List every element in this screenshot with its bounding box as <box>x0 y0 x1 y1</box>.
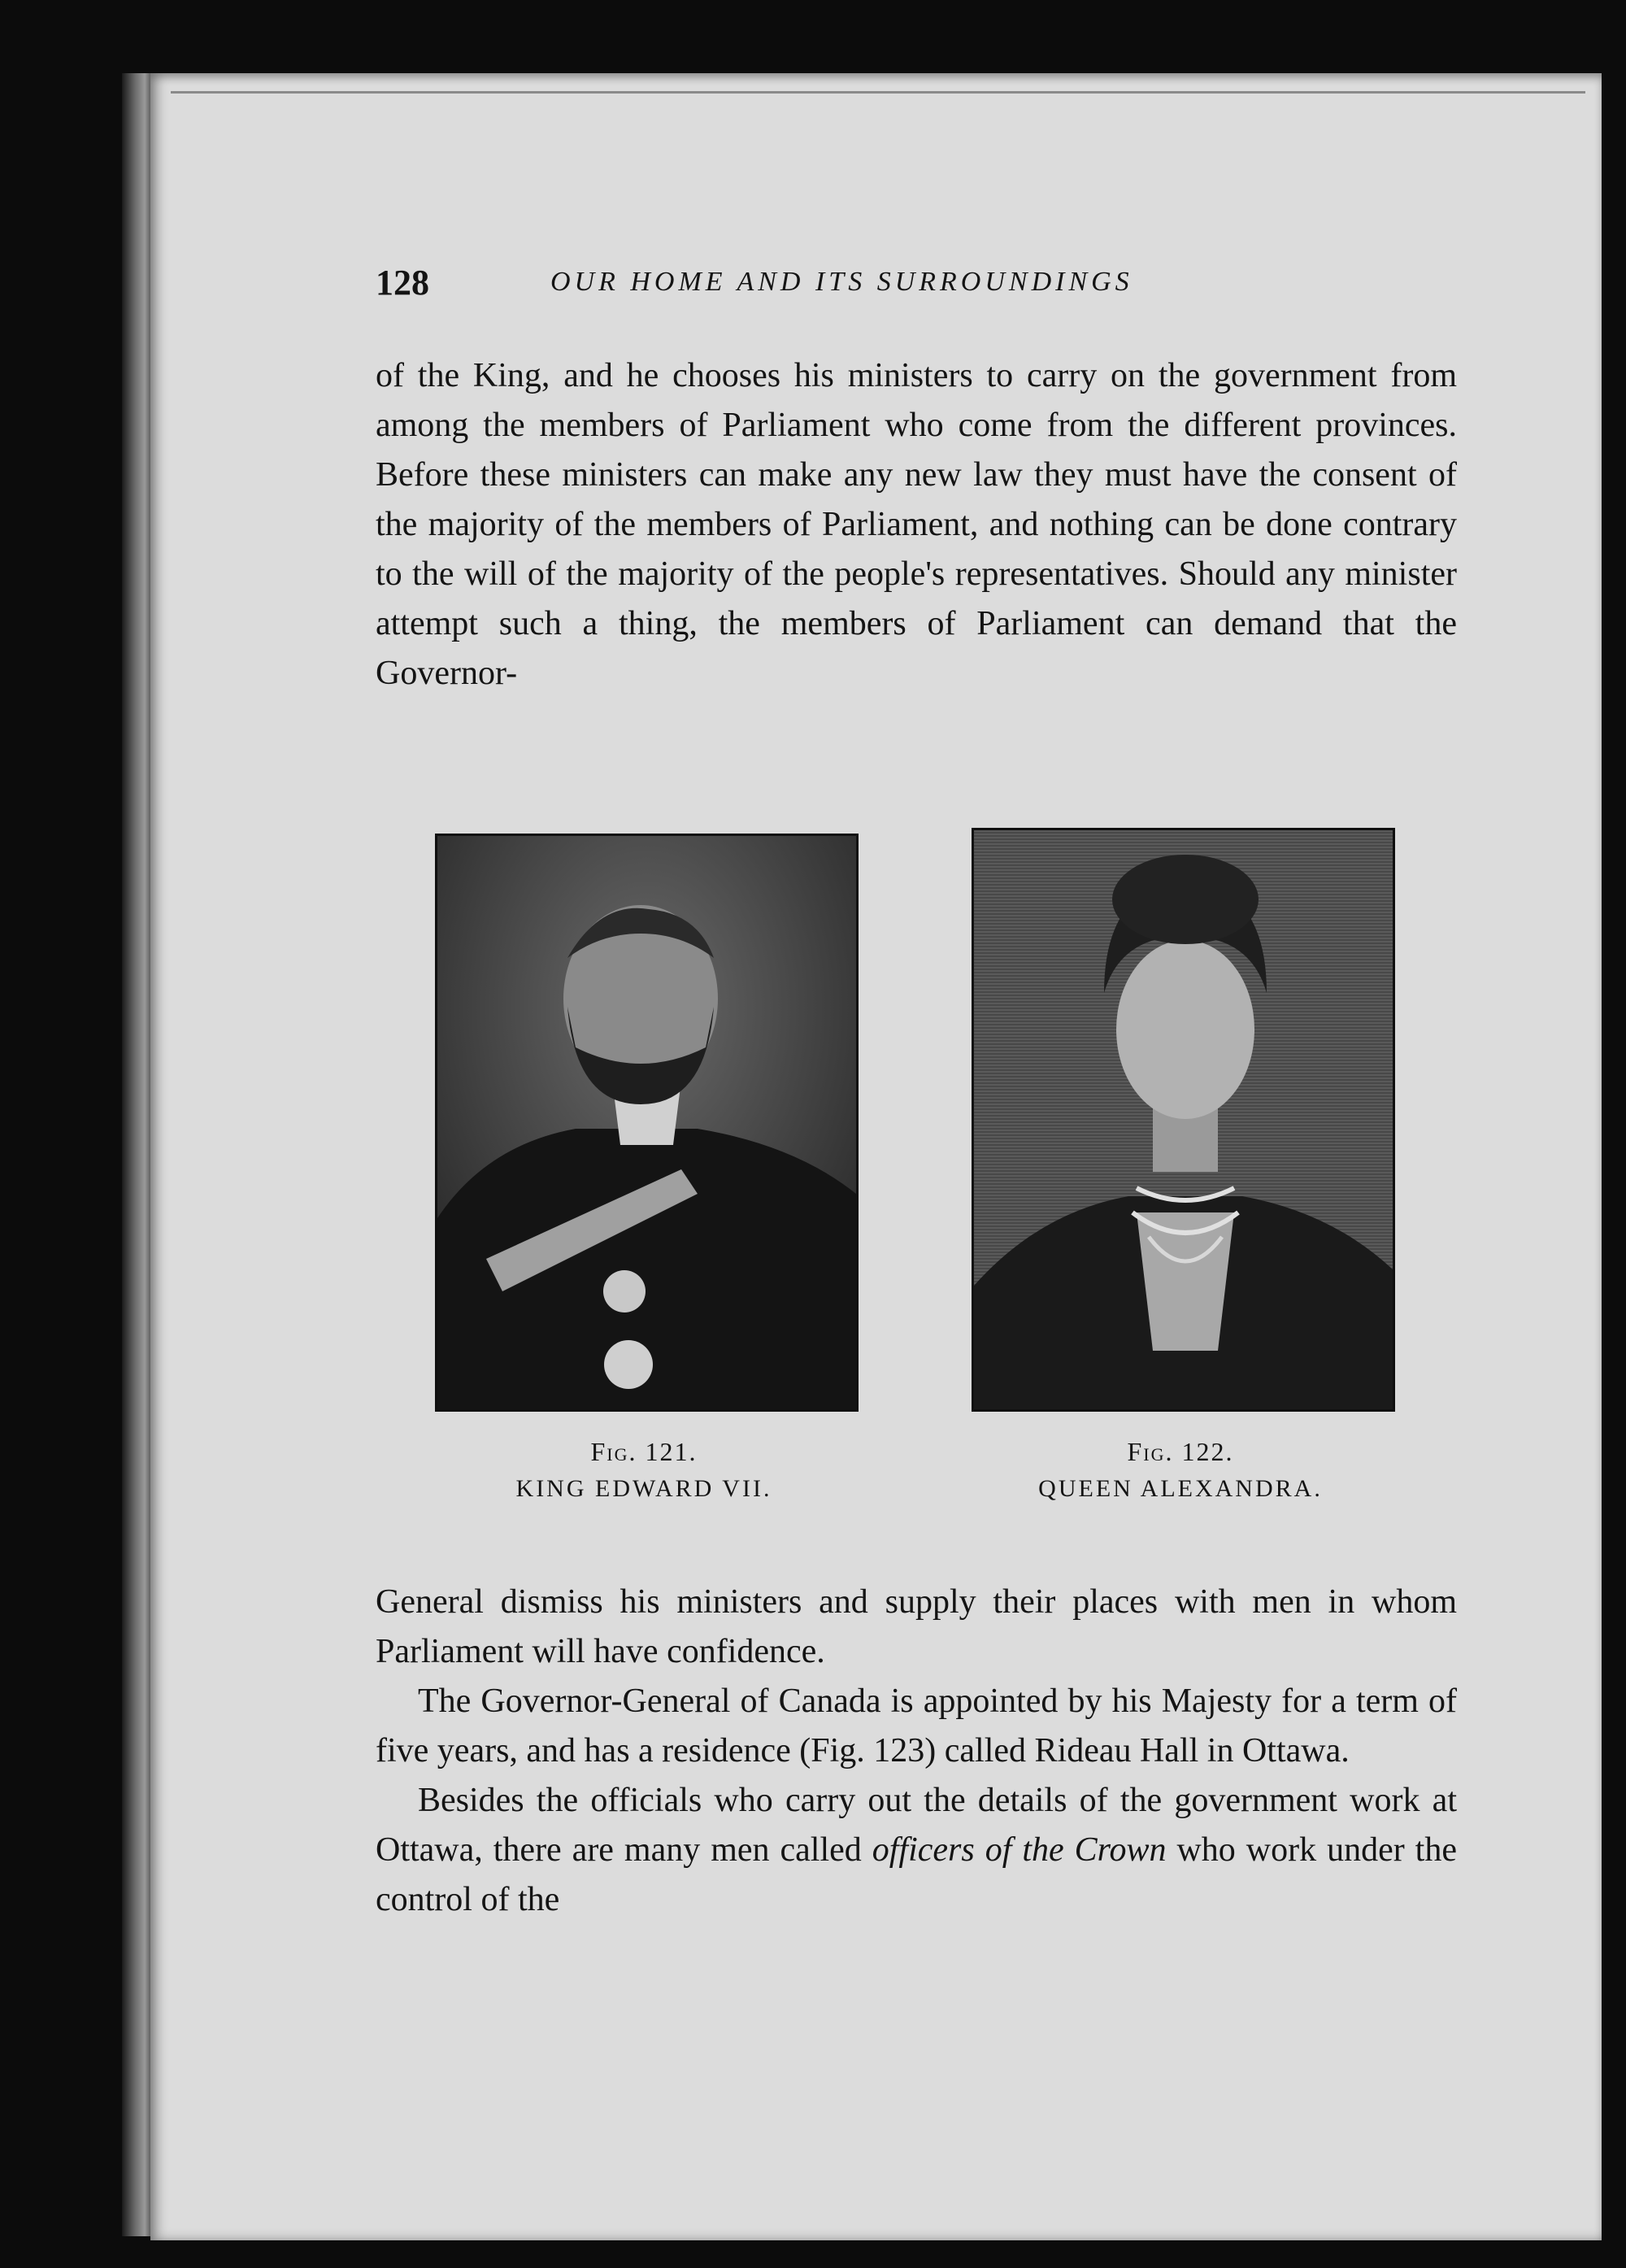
paragraph: of the King, and he chooses his ministers to carry on the government from among the members of Parliament who come from the different provinces. Before these ministers can make any new law they must have the consent of the majority of the members of Parliament, and nothing can be done contrary to the will of the majority of the people's representatives. Should any minister attempt such a thing, the members of Parliament can demand that the Governor- <box>376 357 1457 692</box>
body-text-top <box>376 351 1457 699</box>
italic-term: officers of the Crown <box>872 1831 1167 1869</box>
paragraph <box>376 1776 1457 1925</box>
page-edge-line <box>171 91 1585 94</box>
figure-caption-122 <box>969 1433 1392 1508</box>
page-number: 128 <box>376 263 429 303</box>
figure-title: QUEEN ALEXANDRA. <box>1038 1475 1323 1502</box>
figure-caption-121 <box>433 1433 855 1508</box>
book-spine <box>122 73 154 2236</box>
portrait-queen-image <box>974 830 1393 1409</box>
figure-title: KING EDWARD VII. <box>515 1475 772 1502</box>
portrait-king-image <box>437 836 856 1409</box>
page-header <box>376 262 1457 319</box>
text-run: Besides the officials who carry out the details of the government work at Ottawa, there are many men called <box>376 1782 1457 1869</box>
figure-number: Fig. 122. <box>1127 1437 1234 1466</box>
body-text-bottom <box>376 1578 1457 1925</box>
running-title: OUR HOME AND ITS SURROUNDINGS <box>550 267 1133 297</box>
figure-number: Fig. 121. <box>590 1437 698 1466</box>
paragraph: General dismiss his ministers and supply their places with men in whom Parliament will have confidence. <box>376 1583 1457 1670</box>
paragraph: The Governor-General of Canada is appointed by his Majesty for a term of five years, and has a residence (Fig. 123) called Rideau Hall in Ottawa. <box>376 1682 1457 1770</box>
portrait-king-edward <box>435 834 859 1412</box>
portrait-queen-alexandra <box>972 828 1395 1412</box>
text-run: who work under the control of the <box>376 1831 1457 1918</box>
